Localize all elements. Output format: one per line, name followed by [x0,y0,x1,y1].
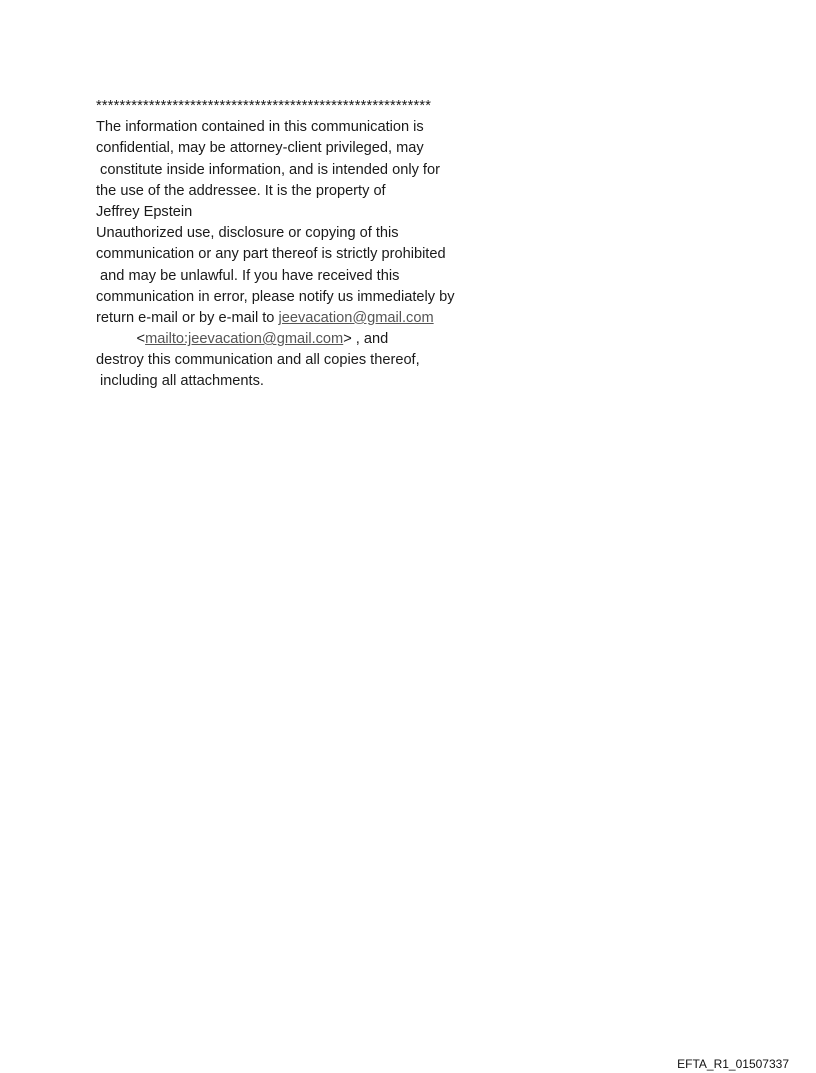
mailto-prefix: < [96,331,146,348]
email-link[interactable]: jeevacation@gmail.com [278,309,434,326]
disclaimer-line-8: and may be unlawful. If you have received this [96,267,400,284]
disclaimer-line-9: communication in error, please notify us immediately by [96,288,455,305]
closing-line-2: including all attachments. [96,373,264,390]
document-id-stamp: EFTA_R1_01507337 [677,1057,789,1071]
asterisk-divider: ********************************************************* [96,98,432,114]
disclaimer-line-2: confidential, may be attorney-client privileged, may [96,140,424,157]
document-body [96,96,656,393]
disclaimer-line-4: the use of the addressee. It is the property of [96,182,386,199]
closing-line-1: destroy this communication and all copies thereof, [96,352,420,369]
return-email-text: return e-mail or by e-mail to [96,309,279,326]
mailto-link[interactable]: mailto:jeevacation@gmail.com [145,331,344,348]
disclaimer-line-6: Unauthorized use, disclosure or copying of this [96,225,399,242]
disclaimer-line-3: constitute inside information, and is intended only for [96,161,440,178]
mailto-line [96,329,656,350]
disclaimer-line-5: Jeffrey Epstein [96,203,193,220]
mailto-suffix: > , and [343,331,389,348]
disclaimer-line-7: communication or any part thereof is strictly prohibited [96,246,446,263]
disclaimer-line-1: The information contained in this communication is [96,119,424,136]
return-email-line [96,308,656,329]
